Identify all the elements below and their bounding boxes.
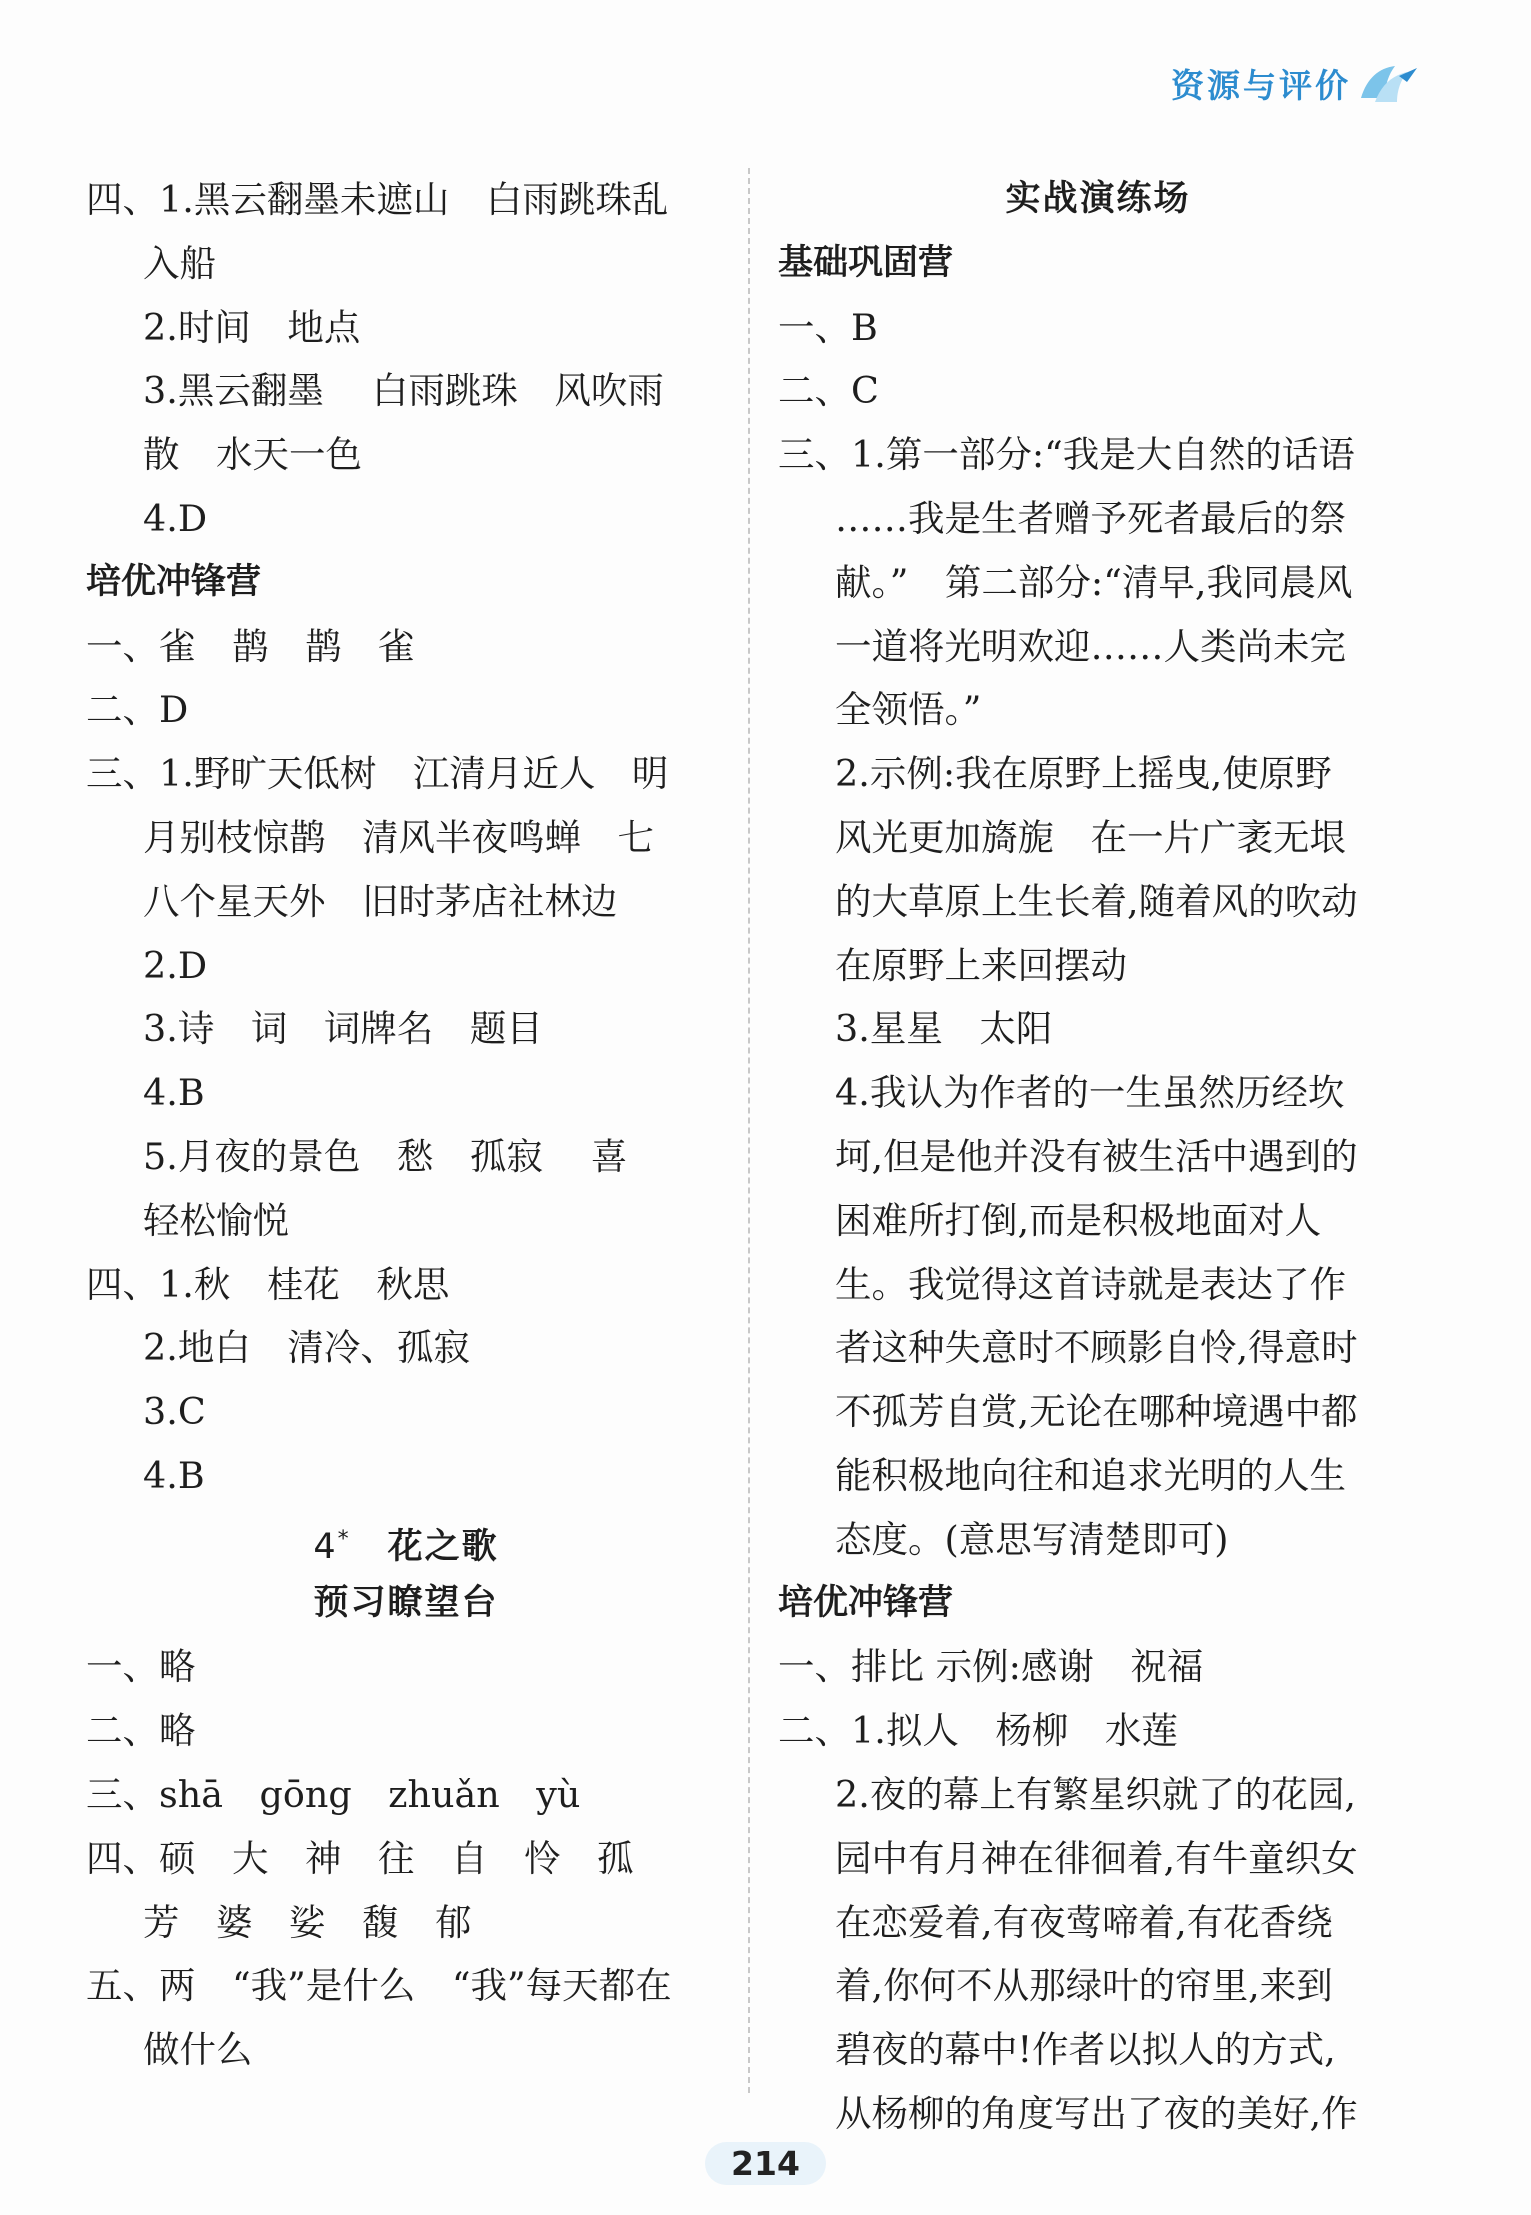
brand-logo-icon — [1355, 58, 1421, 108]
answer-line: 一、B — [778, 305, 878, 349]
answer-line: 一、排比 示例:感谢 祝福 — [778, 1645, 1204, 1689]
lesson-number: 4 — [313, 1526, 338, 1567]
answer-line-continued: 着,你何不从那绿叶的帘里,来到 — [835, 1964, 1333, 2008]
answer-line: 四、1.秋 桂花 秋思 — [86, 1262, 450, 1306]
answer-line: 一、雀 鹊 鹊 雀 — [86, 624, 415, 668]
answer-line-continued: 在原野上来回摆动 — [835, 943, 1127, 987]
answer-line-continued: 不孤芳自赏,无论在哪种境遇中都 — [835, 1390, 1358, 1434]
brand-title: 资源与评价 — [1171, 65, 1351, 105]
answer-line-continued: 入船 — [143, 241, 216, 285]
answer-line-continued: 3.星星 太阳 — [835, 1007, 1053, 1051]
answer-line-continued: 2.时间 地点 — [143, 305, 361, 349]
answer-line-continued: 的大草原上生长着,随着风的吹动 — [835, 879, 1358, 923]
answer-line-continued: 3.黑云翻墨 白雨跳珠 风吹雨 — [143, 369, 664, 413]
answer-line-continued: 3.C — [143, 1390, 206, 1434]
section-title: 实战演练场 — [1005, 179, 1191, 219]
answer-line-continued: 月别枝惊鹊 清风半夜鸣蝉 七 — [143, 815, 654, 859]
answer-line-continued: 5.月夜的景色 愁 孤寂 喜 — [143, 1134, 628, 1178]
answer-line-continued: 4.D — [143, 496, 208, 540]
column-divider — [748, 168, 750, 2093]
answer-line: 二、D — [86, 688, 189, 732]
answer-line-continued: 园中有月神在徘徊着,有牛童织女 — [835, 1836, 1358, 1880]
answer-line-continued: 轻松愉悦 — [143, 1198, 289, 1242]
answer-line: 二、1.拟人 杨柳 水莲 — [778, 1709, 1178, 1753]
answer-line-continued: 3.诗 词 词牌名 题目 — [143, 1007, 543, 1051]
answer-line: 四、1.黑云翻墨未遮山 白雨跳珠乱 — [86, 178, 669, 221]
answer-column-right — [778, 168, 1418, 2146]
answer-line-continued: 风光更加旖旎 在一片广袤无垠 — [835, 815, 1346, 859]
answer-line-continued: 献。” 第二部分:“清早,我同晨风 — [835, 560, 1353, 604]
answer-line-continued: 碧夜的幕中!作者以拟人的方式, — [835, 2028, 1336, 2072]
answer-line: 四、硕 大 神 往 自 怜 孤 — [86, 1836, 634, 1880]
answer-line: 三、shā gōng zhuǎn yù — [86, 1772, 581, 1816]
answer-line: 三、1.野旷天低树 江清月近人 明 — [86, 752, 669, 796]
answer-line-continued: 4.我认为作者的一生虽然历经坎 — [835, 1071, 1345, 1115]
answer-line-continued: 芳 婆 娑 馥 郁 — [143, 1900, 472, 1944]
answer-line-continued: 2.D — [143, 943, 208, 987]
answer-line: 二、略 — [86, 1709, 196, 1753]
brand-header — [1171, 58, 1421, 108]
answer-line-continued: 者这种失意时不顾影自怜,得意时 — [835, 1326, 1358, 1370]
section-heading: 培优冲锋营 — [86, 561, 262, 602]
answer-line-continued: 4.B — [143, 1071, 205, 1115]
answer-line-continued: 2.示例:我在原野上摇曳,使原野 — [835, 752, 1332, 796]
answer-line-continued: 困难所打倒,而是积极地面对人 — [835, 1198, 1322, 1242]
answer-line-continued: 从杨柳的角度写出了夜的美好,作 — [835, 2091, 1358, 2135]
answer-line-continued: 一道将光明欢迎……人类尚未完 — [835, 624, 1346, 668]
answer-line-continued: 2.地白 清冷、孤寂 — [143, 1326, 470, 1370]
answer-line: 一、略 — [86, 1645, 196, 1689]
answer-line-continued: 能积极地向往和追求光明的人生 — [835, 1453, 1346, 1497]
answer-line-continued: 全领悟。” — [835, 688, 982, 732]
lesson-name: 花之歌 — [387, 1526, 499, 1567]
answer-line: 三、1.第一部分:“我是大自然的话语 — [778, 433, 1355, 477]
section-heading: 基础巩固营 — [778, 242, 954, 283]
section-heading: 培优冲锋营 — [778, 1582, 954, 1623]
answer-line-continued: 散 水天一色 — [143, 433, 362, 477]
answer-line-continued: 2.夜的幕上有繁星织就了的花园, — [835, 1772, 1356, 1816]
answer-line-continued: 态度。(意思写清楚即可) — [835, 1517, 1229, 1561]
answer-column-left — [86, 168, 726, 2082]
section-title: 预习瞭望台 — [313, 1582, 499, 1623]
answer-line-continued: ……我是生者赠予死者最后的祭 — [835, 496, 1346, 540]
page-number-label: 214 — [705, 2142, 826, 2185]
answer-line-continued: 4.B — [143, 1453, 205, 1497]
answer-line-continued: 八个星天外 旧时茅店社林边 — [143, 879, 618, 923]
answer-line-continued: 生。我觉得这首诗就是表达了作 — [835, 1262, 1346, 1306]
answer-line: 二、C — [778, 369, 879, 413]
answer-line: 五、两 “我”是什么 “我”每天都在 — [86, 1964, 672, 2008]
answer-line-continued: 做什么 — [143, 2028, 253, 2072]
answer-line-continued: 在恋爱着,有夜莺啼着,有花香绕 — [835, 1900, 1333, 1944]
lesson-mark: * — [337, 1526, 351, 1552]
page-number — [0, 2142, 1531, 2185]
answer-line-continued: 坷,但是他并没有被生活中遇到的 — [835, 1134, 1358, 1178]
lesson-title — [86, 1508, 726, 1572]
